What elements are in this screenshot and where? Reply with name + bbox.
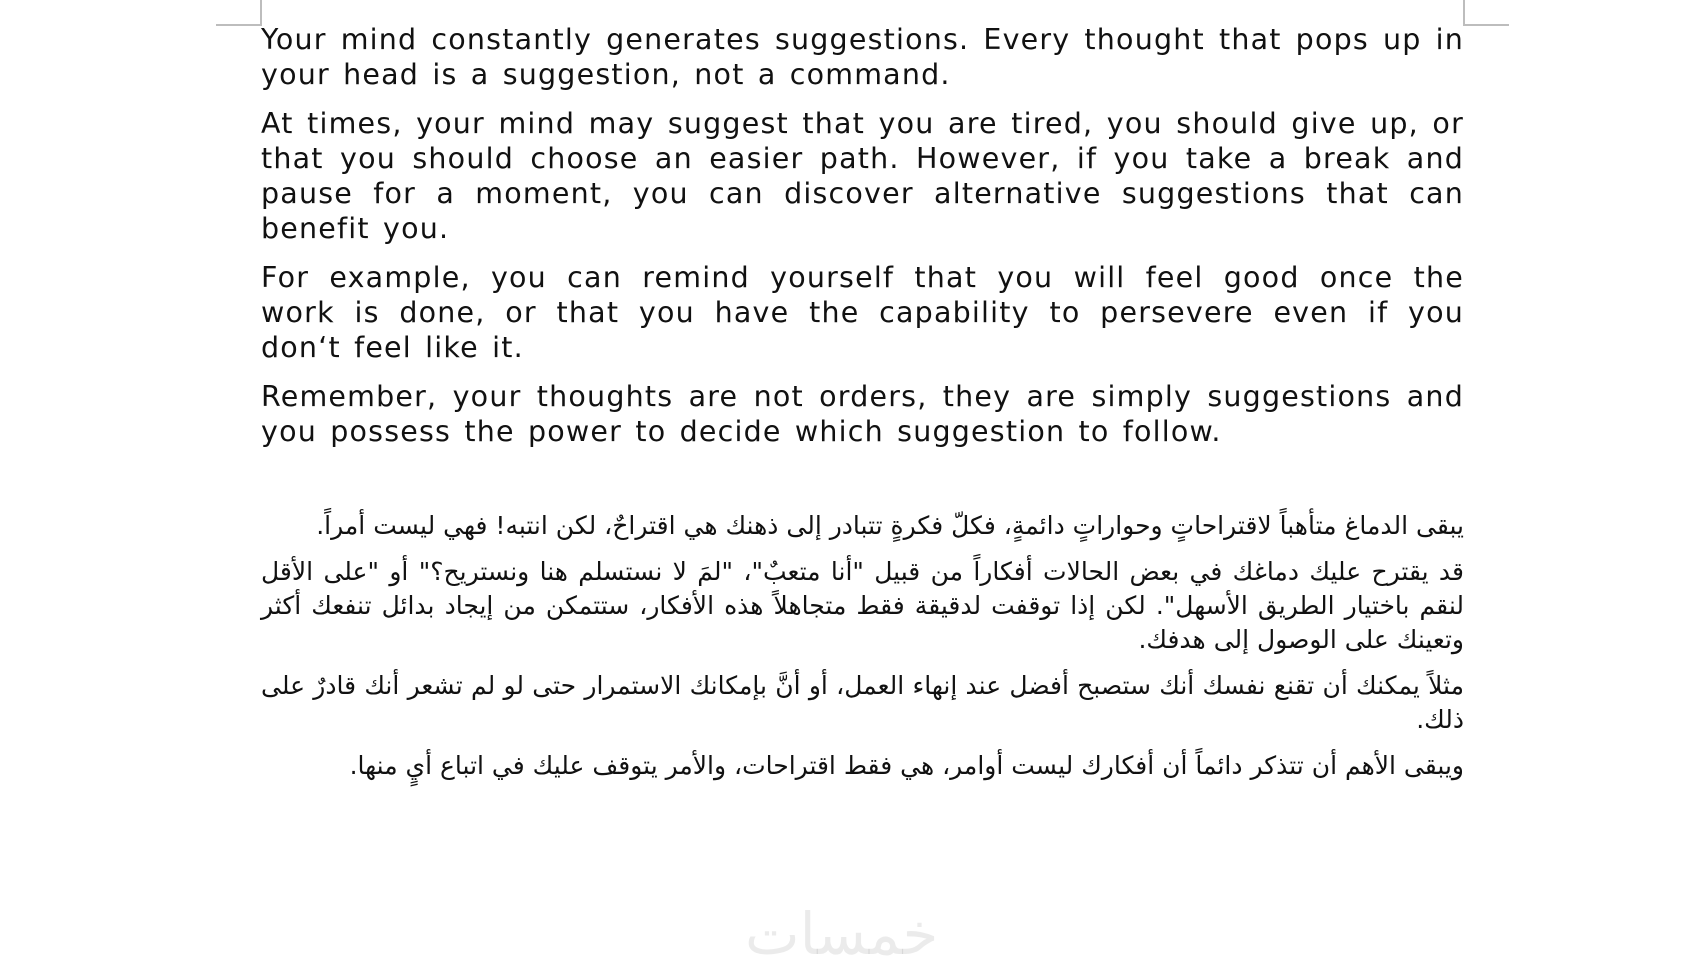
english-paragraph: Your mind constantly generates suggestions. Every thought that pops up in your head is a suggestion, not a command.	[261, 23, 1464, 91]
english-paragraph: For example, you can remind yourself that you will feel good once the work is done, or that you have the capability to persevere even if you don‘t feel like it.	[261, 261, 1464, 364]
english-paragraph: At times, your mind may suggest that you are tired, you should give up, or that you should choose an easier path. However, if you take a break and pause for a moment, you can discover alternative suggestions that can benefit you.	[261, 107, 1464, 245]
arabic-paragraph: قد يقترح عليك دماغك في بعض الحالات أفكاراً من قبيل "أنا متعبٌ"، "لمَ لا نستسلم هنا ونستريح؟" أو "على الأقل لنقم باختيار الطريق الأسهل". لكن إذا توقفت لدقيقة فقط متجاهلاً هذه الأفكار، ستتمكن من إيجاد بدائل تنفعك أكثر وتعينك على الوصول إلى هدفك.	[261, 557, 1464, 654]
arabic-paragraph: ويبقى الأهم أن تتذكر دائماً أن أفكارك ليست أوامر، هي فقط اقتراحات، والأمر يتوقف عليك في اتباع أيٍ منها.	[349, 751, 1464, 780]
watermark-logo: خمسات	[745, 900, 939, 968]
arabic-paragraph: يبقى الدماغ متأهباً لاقتراحاتٍ وحواراتٍ دائمةٍ، فكلّ فكرةٍ تتبادر إلى ذهنك هي اقتراحٌ، لكن انتبه! فهي ليست أمراً.	[316, 511, 1464, 540]
arabic-paragraph: مثلاً يمكنك أن تقنع نفسك أنك ستصبح أفضل عند إنهاء العمل، أو أنَّ بإمكانك الاستمرار حتى لو لم تشعر أنك قادرٌ على ذلك.	[261, 671, 1464, 734]
page-corner-mark-left	[216, 0, 262, 26]
arabic-section	[261, 509, 1464, 783]
english-paragraph: Remember, your thoughts are not orders, they are simply suggestions and you possess the power to decide which suggestion to follow.	[261, 380, 1464, 448]
english-section	[261, 22, 1464, 449]
section-spacer	[261, 463, 1464, 509]
page-corner-mark-right	[1463, 0, 1509, 26]
document-body	[261, 22, 1464, 795]
